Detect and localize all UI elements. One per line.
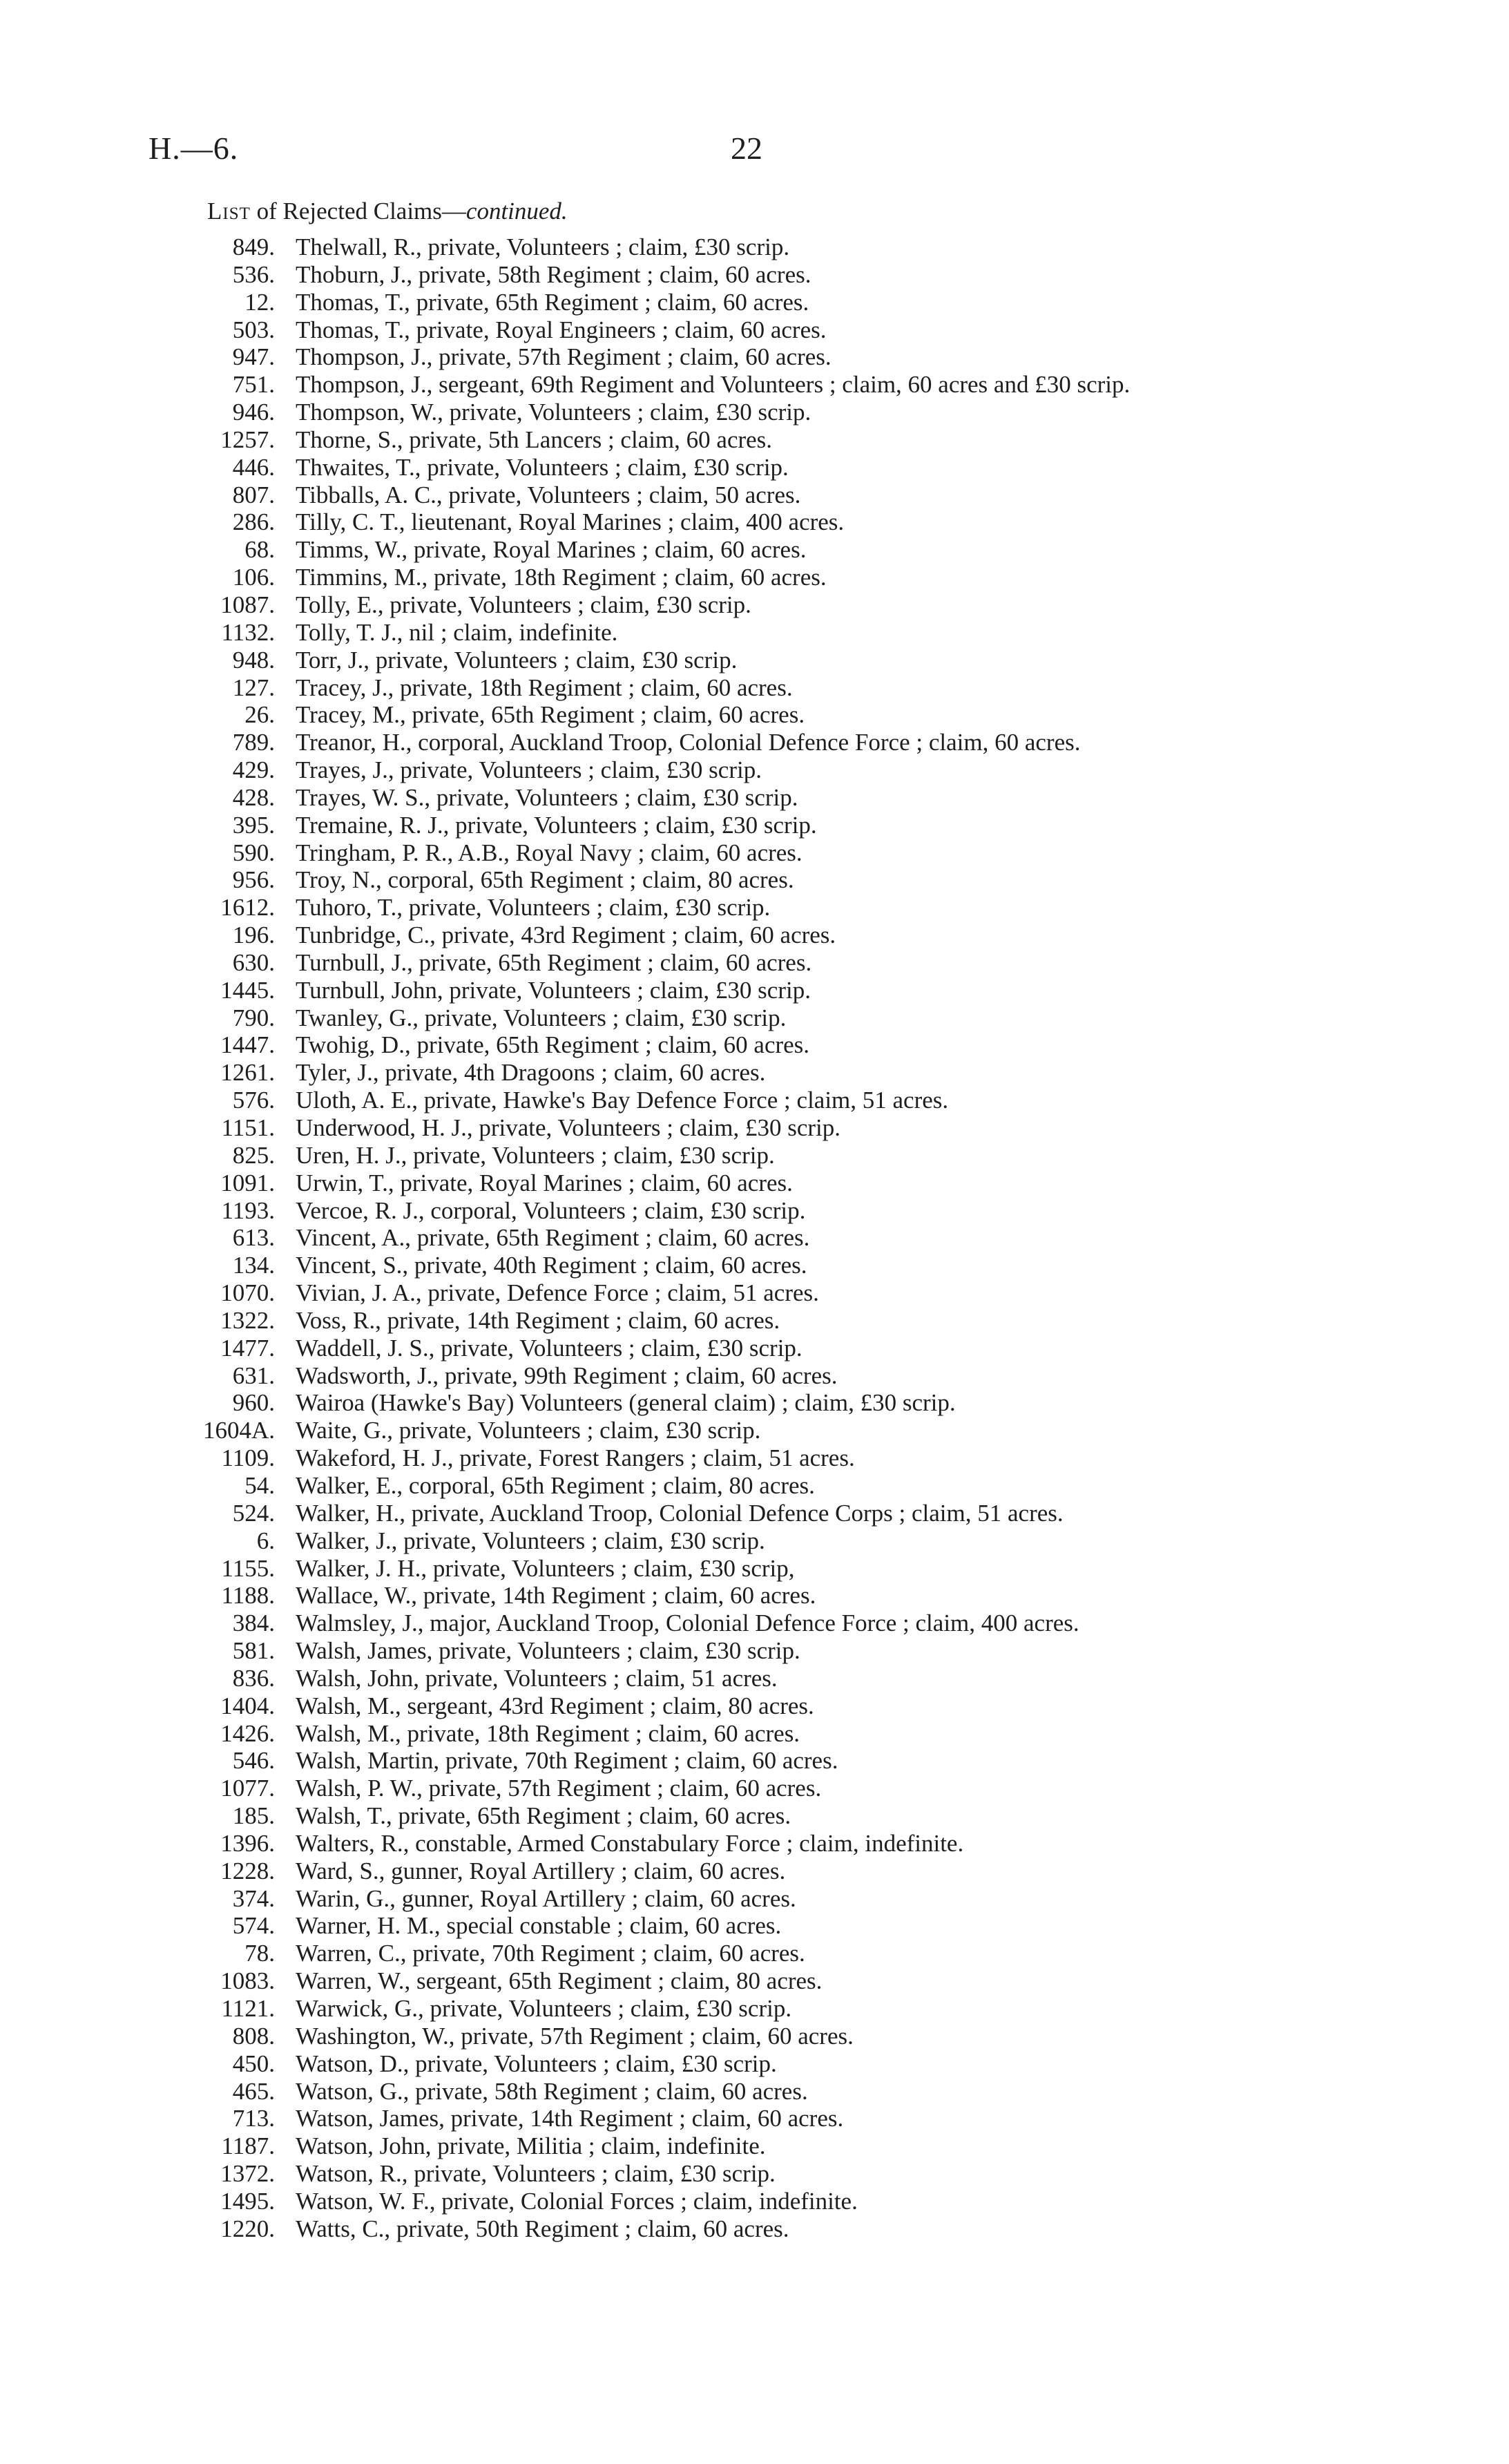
page-number: 22: [731, 131, 762, 166]
claim-text: Tracey, M., private, 65th Regiment ; claim, 60 acres.: [296, 701, 805, 729]
claim-entry: [0, 481, 1509, 509]
claim-number: 836.: [232, 1664, 275, 1692]
claim-number: 574.: [232, 1912, 275, 1940]
claim-text: Torr, J., private, Volunteers ; claim, £30 scrip.: [296, 646, 738, 674]
claim-number: 196.: [232, 921, 275, 949]
claim-entry: [0, 866, 1509, 894]
claim-number: 713.: [232, 2105, 275, 2132]
claim-text: Turnbull, John, private, Volunteers ; claim, £30 scrip.: [296, 976, 811, 1004]
claim-entry: [0, 1720, 1509, 1748]
claim-entry: [0, 1940, 1509, 1967]
claim-entry: [0, 591, 1509, 619]
claim-number: 106.: [232, 564, 275, 591]
claim-number: 576.: [232, 1087, 275, 1114]
claim-entry: [0, 1857, 1509, 1885]
claim-number: 68.: [244, 536, 275, 564]
claim-text: Vercoe, R. J., corporal, Volunteers ; claim, £30 scrip.: [296, 1196, 806, 1224]
claim-text: Walker, E., corporal, 65th Regiment ; claim, 80 acres.: [296, 1471, 815, 1499]
claim-number: 1495.: [220, 2187, 275, 2215]
claim-text: Thompson, J., sergeant, 69th Regiment and Volunteers ; claim, 60 acres and £30 scrip.: [296, 371, 1131, 399]
claim-text: Thelwall, R., private, Volunteers ; claim, £30 scrip.: [296, 233, 790, 260]
claim-number: 630.: [232, 948, 275, 976]
claim-text: Watson, R., private, Volunteers ; claim, £30 scrip.: [296, 2160, 776, 2188]
claim-entry: [0, 1444, 1509, 1472]
claim-text: Tyler, J., private, 4th Dragoons ; claim, 60 acres.: [296, 1059, 766, 1087]
claim-text: Watson, W. F., private, Colonial Forces ; claim, indefinite.: [296, 2187, 858, 2215]
claim-entry: [0, 756, 1509, 784]
claim-number: 286.: [232, 508, 275, 536]
claim-entry: [0, 839, 1509, 867]
claim-number: 947.: [232, 343, 275, 371]
claim-number: 6.: [256, 1527, 275, 1554]
claim-text: Watson, James, private, 14th Regiment ; claim, 60 acres.: [296, 2105, 844, 2132]
claim-text: Vincent, S., private, 40th Regiment ; claim, 60 acres.: [296, 1252, 807, 1279]
claim-entry: [0, 1610, 1509, 1637]
claim-number: 78.: [244, 1940, 275, 1967]
claim-text: Walsh, John, private, Volunteers ; claim, 51 acres.: [296, 1664, 778, 1692]
claim-number: 789.: [232, 729, 275, 756]
claim-text: Voss, R., private, 14th Regiment ; claim, 60 acres.: [296, 1306, 780, 1334]
claim-number: 825.: [232, 1141, 275, 1169]
claim-entry: [0, 1224, 1509, 1252]
claim-text: Trayes, J., private, Volunteers ; claim, £30 scrip.: [296, 756, 762, 784]
claim-entry: [0, 894, 1509, 921]
claim-number: 1404.: [220, 1692, 275, 1719]
claim-entry: [0, 343, 1509, 371]
claim-entry: [0, 1087, 1509, 1114]
claim-text: Vincent, A., private, 65th Regiment ; claim, 60 acres.: [296, 1224, 810, 1252]
claim-entry: [0, 233, 1509, 261]
claim-number: 1193.: [221, 1196, 275, 1224]
claim-entry: [0, 1197, 1509, 1225]
claim-number: 808.: [232, 2022, 275, 2050]
claim-entry: [0, 1279, 1509, 1307]
claim-text: Walters, R., constable, Armed Constabulary Force ; claim, indefinite.: [296, 1829, 964, 1857]
claim-number: 384.: [232, 1610, 275, 1637]
claim-entry: [0, 1775, 1509, 1802]
claim-text: Washington, W., private, 57th Regiment ; claim, 60 acres.: [296, 2022, 854, 2050]
claim-text: Walsh, T., private, 65th Regiment ; claim, 60 acres.: [296, 1802, 791, 1830]
claim-number: 524.: [232, 1499, 275, 1527]
claim-text: Timmins, M., private, 18th Regiment ; claim, 60 acres.: [296, 564, 827, 591]
claim-entry: [0, 1142, 1509, 1169]
claim-number: 127.: [232, 674, 275, 701]
claim-number: 1083.: [220, 1967, 275, 1995]
claim-entry: [0, 1169, 1509, 1197]
claim-entry: [0, 949, 1509, 977]
claim-number: 1372.: [220, 2160, 275, 2188]
claim-text: Ward, S., gunner, Royal Artillery ; claim, 60 acres.: [296, 1857, 786, 1884]
claim-entry: [0, 1802, 1509, 1830]
claim-text: Walker, H., private, Auckland Troop, Colonial Defence Corps ; claim, 51 acres.: [296, 1499, 1064, 1527]
claim-text: Tolly, E., private, Volunteers ; claim, £30 scrip.: [296, 591, 751, 618]
claim-text: Watson, John, private, Militia ; claim, indefinite.: [296, 2132, 766, 2160]
claim-text: Thomas, T., private, Royal Engineers ; claim, 60 acres.: [296, 316, 827, 343]
claim-number: 1188.: [221, 1582, 275, 1610]
claim-entry: [0, 1031, 1509, 1059]
claim-entry: [0, 508, 1509, 536]
claim-text: Watson, D., private, Volunteers ; claim, £30 scrip.: [296, 2050, 777, 2077]
claim-text: Tunbridge, C., private, 43rd Regiment ; claim, 60 acres.: [296, 921, 836, 949]
claim-number: 1109.: [221, 1444, 275, 1472]
claim-text: Wairoa (Hawke's Bay) Volunteers (general claim) ; claim, £30 scrip.: [296, 1389, 956, 1417]
claim-number: 613.: [232, 1224, 275, 1252]
claim-number: 581.: [232, 1637, 275, 1665]
claim-text: Twanley, G., private, Volunteers ; claim, £30 scrip.: [296, 1004, 787, 1031]
claim-entry: [0, 647, 1509, 674]
claim-entry: [0, 1362, 1509, 1390]
claim-text: Thomas, T., private, 65th Regiment ; claim, 60 acres.: [296, 288, 809, 316]
document-reference: H.—6.: [148, 131, 239, 166]
claim-number: 465.: [232, 2077, 275, 2105]
claim-text: Wallace, W., private, 14th Regiment ; claim, 60 acres.: [296, 1582, 816, 1610]
claim-text: Tracey, J., private, 18th Regiment ; claim, 60 acres.: [296, 674, 793, 701]
claim-text: Walker, J. H., private, Volunteers ; claim, £30 scrip,: [296, 1554, 795, 1582]
claim-entry: [0, 1252, 1509, 1279]
claim-text: Walsh, James, private, Volunteers ; claim, £30 scrip.: [296, 1637, 800, 1665]
claim-number: 948.: [232, 646, 275, 674]
claim-entry: [0, 2023, 1509, 2050]
claim-number: 956.: [232, 866, 275, 894]
claim-entry: [0, 1335, 1509, 1362]
claim-text: Timms, W., private, Royal Marines ; claim, 60 acres.: [296, 536, 807, 564]
claim-entry: [0, 674, 1509, 702]
claim-number: 1132.: [221, 618, 275, 646]
claim-text: Turnbull, J., private, 65th Regiment ; claim, 60 acres.: [296, 948, 812, 976]
claim-text: Tuhoro, T., private, Volunteers ; claim, £30 scrip.: [296, 894, 771, 921]
claim-text: Waddell, J. S., private, Volunteers ; claim, £30 scrip.: [296, 1334, 802, 1362]
claim-entry: [0, 729, 1509, 756]
claim-text: Walsh, P. W., private, 57th Regiment ; claim, 60 acres.: [296, 1775, 822, 1802]
claim-entry: [0, 1114, 1509, 1142]
claim-text: Wadsworth, J., private, 99th Regiment ; claim, 60 acres.: [296, 1362, 838, 1389]
claim-entry: [0, 564, 1509, 591]
claim-entry: [0, 1307, 1509, 1335]
claim-entry: [0, 536, 1509, 564]
claim-entry: [0, 1472, 1509, 1500]
claim-entry: [0, 1747, 1509, 1775]
claim-text: Watts, C., private, 50th Regiment ; claim, 60 acres.: [296, 2215, 789, 2242]
claim-text: Uren, H. J., private, Volunteers ; claim, £30 scrip.: [296, 1141, 775, 1169]
list-title-prefix: List: [207, 198, 251, 225]
claim-text: Warner, H. M., special constable ; claim, 60 acres.: [296, 1912, 782, 1940]
claim-entry: [0, 1637, 1509, 1665]
claim-entry: [0, 1500, 1509, 1527]
claim-number: 1155.: [221, 1554, 275, 1582]
claim-text: Watson, G., private, 58th Regiment ; claim, 60 acres.: [296, 2077, 808, 2105]
claim-number: 807.: [232, 481, 275, 508]
claim-text: Uloth, A. E., private, Hawke's Bay Defence Force ; claim, 51 acres.: [296, 1087, 949, 1114]
claim-number: 395.: [232, 811, 275, 839]
claim-number: 849.: [232, 233, 275, 260]
claim-entry: [0, 2215, 1509, 2243]
claim-number: 1091.: [220, 1169, 275, 1196]
claim-text: Warren, W., sergeant, 65th Regiment ; claim, 80 acres.: [296, 1967, 823, 1995]
claim-number: 1396.: [220, 1829, 275, 1857]
claim-number: 790.: [232, 1004, 275, 1031]
claim-number: 1426.: [220, 1719, 275, 1747]
claim-text: Walsh, M., sergeant, 43rd Regiment ; claim, 80 acres.: [296, 1692, 814, 1719]
claim-text: Warin, G., gunner, Royal Artillery ; claim, 60 acres.: [296, 1884, 796, 1912]
claim-number: 1070.: [220, 1279, 275, 1307]
claim-text: Wakeford, H. J., private, Forest Rangers ; claim, 51 acres.: [296, 1444, 855, 1472]
claim-number: 450.: [232, 2050, 275, 2077]
claim-entry: [0, 1665, 1509, 1692]
claim-text: Tringham, P. R., A.B., Royal Navy ; claim, 60 acres.: [296, 839, 802, 866]
claim-number: 631.: [232, 1362, 275, 1389]
claim-number: 134.: [232, 1252, 275, 1279]
claim-number: 1087.: [220, 591, 275, 618]
claim-text: Walker, J., private, Volunteers ; claim, £30 scrip.: [296, 1527, 765, 1554]
claim-number: 185.: [232, 1802, 275, 1830]
claim-text: Underwood, H. J., private, Volunteers ; claim, £30 scrip.: [296, 1114, 840, 1141]
claim-entry: [0, 371, 1509, 399]
claim-entry: [0, 2132, 1509, 2160]
claim-text: Warren, C., private, 70th Regiment ; claim, 60 acres.: [296, 1940, 805, 1967]
claim-text: Urwin, T., private, Royal Marines ; claim, 60 acres.: [296, 1169, 793, 1196]
claim-entry: [0, 454, 1509, 481]
claim-entry: [0, 701, 1509, 729]
claim-text: Troy, N., corporal, 65th Regiment ; claim, 80 acres.: [296, 866, 794, 894]
claim-text: Twohig, D., private, 65th Regiment ; claim, 60 acres.: [296, 1031, 810, 1059]
claim-entry: [0, 426, 1509, 454]
claim-text: Trayes, W. S., private, Volunteers ; claim, £30 scrip.: [296, 783, 798, 811]
claim-number: 1612.: [220, 894, 275, 921]
claim-entry: [0, 399, 1509, 426]
claim-number: 12.: [244, 288, 275, 316]
claim-number: 1447.: [220, 1031, 275, 1059]
claim-entry: [0, 1059, 1509, 1087]
claim-number: 1445.: [220, 976, 275, 1004]
claim-entry: [0, 289, 1509, 316]
claim-text: Thompson, W., private, Volunteers ; claim, £30 scrip.: [296, 399, 811, 426]
claim-entry: [0, 921, 1509, 949]
claim-text: Treanor, H., corporal, Auckland Troop, Colonial Defence Force ; claim, 60 acres.: [296, 729, 1081, 756]
claim-number: 751.: [232, 371, 275, 399]
claim-text: Thorne, S., private, 5th Lancers ; claim, 60 acres.: [296, 426, 773, 453]
claim-number: 1261.: [220, 1059, 275, 1087]
claim-number: 1322.: [220, 1306, 275, 1334]
claim-number: 1477.: [220, 1334, 275, 1362]
claim-text: Tilly, C. T., lieutenant, Royal Marines ; claim, 400 acres.: [296, 508, 845, 536]
claim-number: 54.: [244, 1471, 275, 1499]
claim-entry: [0, 2078, 1509, 2105]
list-title-text: of Rejected Claims—: [250, 198, 466, 225]
claim-entry: [0, 1995, 1509, 2023]
claim-text: Thwaites, T., private, Volunteers ; claim, £30 scrip.: [296, 453, 789, 481]
claim-text: Vivian, J. A., private, Defence Force ; claim, 51 acres.: [296, 1279, 819, 1307]
claim-number: 1121.: [221, 1995, 275, 2022]
claims-list: [0, 233, 1509, 2243]
claim-entry: [0, 619, 1509, 647]
claim-text: Thompson, J., private, 57th Regiment ; claim, 60 acres.: [296, 343, 832, 371]
claim-entry: [0, 2160, 1509, 2188]
claim-number: 374.: [232, 1884, 275, 1912]
claim-number: 960.: [232, 1389, 275, 1417]
claim-text: Walsh, M., private, 18th Regiment ; claim, 60 acres.: [296, 1719, 800, 1747]
claim-text: Tibballs, A. C., private, Volunteers ; claim, 50 acres.: [296, 481, 801, 508]
claim-text: Waite, G., private, Volunteers ; claim, £30 scrip.: [296, 1417, 761, 1444]
claim-entry: [0, 2105, 1509, 2132]
claim-number: 446.: [232, 453, 275, 481]
claim-number: 503.: [232, 316, 275, 343]
claim-number: 1604A.: [202, 1417, 275, 1444]
claim-text: Walmsley, J., major, Auckland Troop, Colonial Defence Force ; claim, 400 acres.: [296, 1610, 1079, 1637]
claim-number: 1077.: [220, 1775, 275, 1802]
claim-entry: [0, 977, 1509, 1004]
claim-text: Tolly, T. J., nil ; claim, indefinite.: [296, 618, 618, 646]
claim-entry: [0, 812, 1509, 839]
claim-number: 946.: [232, 399, 275, 426]
claim-entry: [0, 2050, 1509, 2078]
claim-text: Warwick, G., private, Volunteers ; claim, £30 scrip.: [296, 1995, 792, 2022]
claim-text: Tremaine, R. J., private, Volunteers ; claim, £30 scrip.: [296, 811, 817, 839]
claim-entry: [0, 1555, 1509, 1583]
claim-entry: [0, 1830, 1509, 1857]
claim-entry: [0, 1417, 1509, 1444]
claim-entry: [0, 1885, 1509, 1913]
claim-number: 428.: [232, 783, 275, 811]
list-title-continued: continued.: [465, 198, 568, 225]
claim-entry: [0, 2188, 1509, 2215]
claim-entry: [0, 261, 1509, 289]
claim-number: 1151.: [221, 1114, 275, 1141]
list-title: [207, 198, 568, 225]
claim-text: Walsh, Martin, private, 70th Regiment ; claim, 60 acres.: [296, 1747, 838, 1775]
claim-entry: [0, 784, 1509, 812]
claim-entry: [0, 1692, 1509, 1720]
claim-number: 429.: [232, 756, 275, 784]
claim-number: 1187.: [221, 2132, 275, 2160]
claim-entry: [0, 1389, 1509, 1417]
claim-number: 26.: [244, 701, 275, 729]
claim-entry: [0, 1912, 1509, 1940]
claim-number: 1228.: [220, 1857, 275, 1884]
claim-entry: [0, 1004, 1509, 1032]
claim-entry: [0, 1967, 1509, 1995]
claim-entry: [0, 1527, 1509, 1555]
claim-entry: [0, 1582, 1509, 1610]
claim-number: 1220.: [220, 2215, 275, 2242]
claim-number: 546.: [232, 1747, 275, 1775]
claim-number: 590.: [232, 839, 275, 866]
claim-text: Thoburn, J., private, 58th Regiment ; claim, 60 acres.: [296, 260, 811, 288]
claim-number: 536.: [232, 260, 275, 288]
claim-entry: [0, 316, 1509, 344]
claim-number: 1257.: [220, 426, 275, 453]
